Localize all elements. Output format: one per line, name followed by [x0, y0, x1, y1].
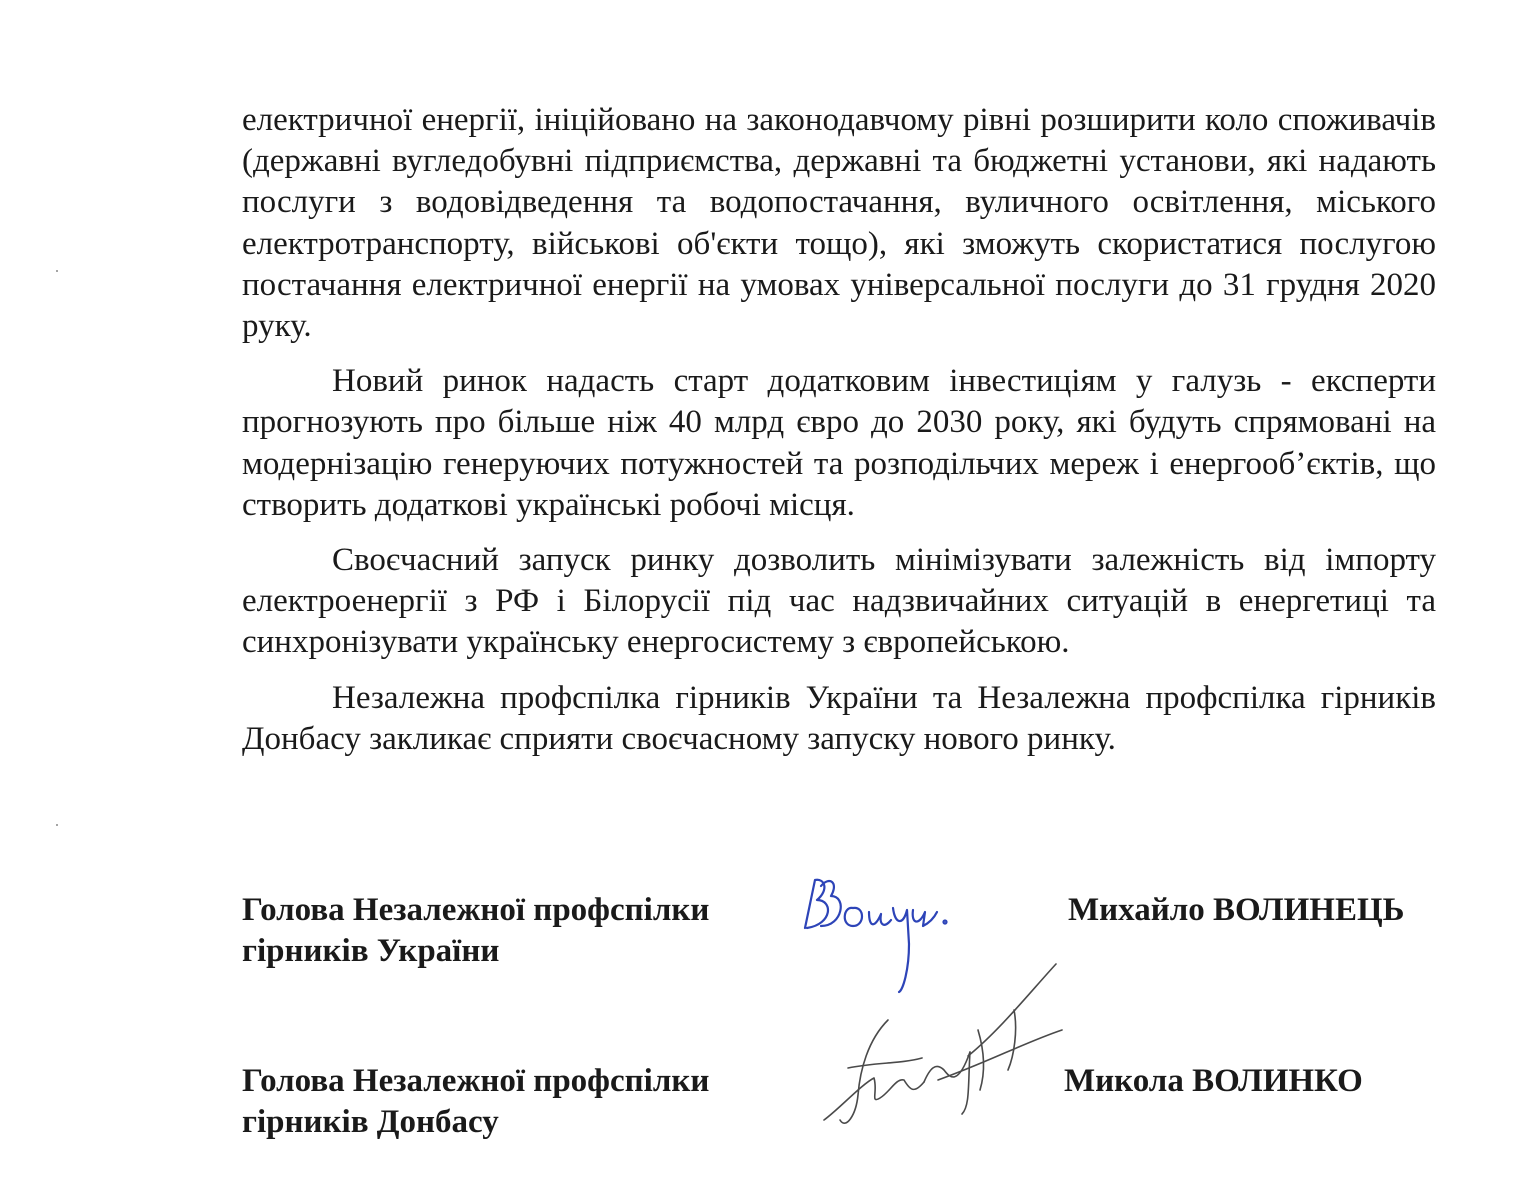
signatory-1-title-line2: гірників України	[242, 933, 500, 969]
paragraph-2: Новий ринок надасть старт додатковим інвестиціям у галузь - експерти прогнозують про більше ніж 40 млрд євро до 2030 року, які будуть спрямовані на модернізацію генеруючих потужностей та розподільчих мереж і енергооб’єктів, що створить додаткові українські робочі місця.	[242, 363, 1436, 523]
signatory-2-name: Микола ВОЛИНКО	[1064, 1063, 1363, 1099]
scan-speck	[56, 824, 58, 826]
signatory-2-title	[242, 1061, 709, 1143]
paragraph-4: Незалежна профспілка гірників України та Незалежна профспілка гірників Донбасу закликає сприяти своєчасному запуску нового ринку.	[242, 679, 1436, 757]
paragraph-1: електричної енергії, ініційовано на законодавчому рівні розширити коло споживачів (державні вугледобувні підприємства, державні та бюджетні установи, які надають послуги з водовідведення та водопостачання, вуличного освітлення, міського електротранспорту, військові об'єкти тощо), які зможуть скористатися послугою постачання електричної енергії на умовах універсальної послуги до 31 грудня 2020 руку.	[242, 102, 1436, 345]
signatory-2-title-line2: гірників Донбасу	[242, 1104, 499, 1140]
signatory-2-title-line1: Голова Незалежної профспілки	[242, 1063, 710, 1099]
signature-volynko-icon	[818, 960, 1068, 1135]
signatory-1-title	[242, 890, 709, 972]
paragraph-3: Своєчасний запуск ринку дозволить мінімізувати залежність від імпорту електроенергії з РФ і Білорусії під час надзвичайних ситуацій в енергетиці та синхронізувати українську енергосистему з європейською.	[242, 542, 1436, 661]
scan-speck	[56, 270, 58, 272]
letter-body	[242, 100, 1436, 774]
signatory-1-title-line1: Голова Незалежної профспілки	[242, 892, 710, 928]
signatory-1-name: Михайло ВОЛИНЕЦЬ	[1068, 892, 1405, 928]
